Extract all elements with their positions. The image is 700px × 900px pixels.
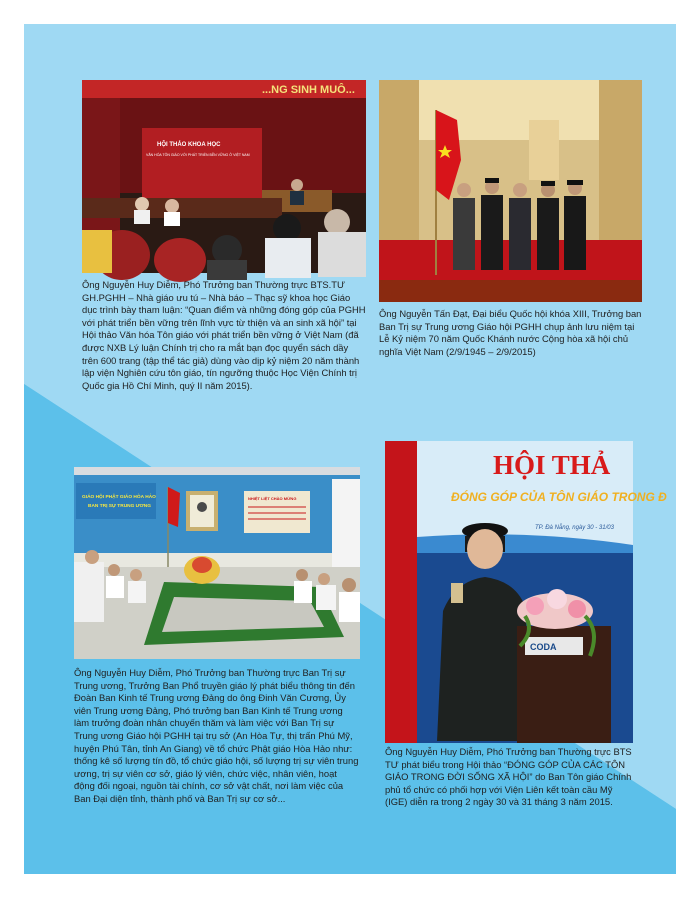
photo-2-caption: Ông Nguyễn Tấn Đạt, Đại biểu Quốc hội khóa XIII, Trưởng ban Ban Trị sự Trung ương Giáo hội PGHH chụp ảnh lưu niệm tại Lễ Kỷ niệm 70 năm Quốc Khánh nước Cộng hòa xã hội chủ nghĩa Việt Nam (2/9/1945 – 2/9/2015) [379,308,642,357]
banner-text: HỘI THẢO KHOA HỌC [157,142,221,148]
slogan-text: ...NG SINH MUÔ... [262,84,355,96]
page-background [24,24,676,874]
banner-subtext: VĂN HÓA TÔN GIÁO VỚI PHÁT TRIỂN BỀN VỮNG Ở VIỆT NAM [146,153,250,157]
event-banner-date: TP. Đà Nẵng, ngày 30 - 31/03 [535,525,614,531]
photo-3-caption: Ông Nguyễn Huy Diễm, Phó Trưởng ban Thường trực Ban Trị sự Trung ương, Trưởng Ban Phổ truyền giáo lý phát biểu thông tin đến Đoàn Ban Kinh tế Trung ương Đảng do ông Đinh Văn Cương, Ủy viên Trung ương Đảng, Phó trưởng ban Ban Kinh tế Trung ương làm trưởng đoàn nhân chuyến thăm và làm việc với Ban Trị sự Trung ương Giáo hội PGHH tại trụ sở (An Hòa Tự, thị trấn Phú Mỹ, huyện Phú Tân, tỉnh An Giang) về tổ chức Phật giáo Hòa Hảo như: thống kê số lượng tín đồ, tổ chức giáo hội, số lượng trị sự viên trung ương, trị sự viên cơ sở, giáo lý viên, chức việc, nhân viên, hoạt động đối ngoại, nguồn tài chính, cơ sở vật chất, nơi làm việc của Ban Đại diện tỉnh, thành phố và Ban Trị sự cơ sở... [74,667,359,804]
podium-logo: CODA [530,642,557,652]
event-banner-subtitle: ĐÓNG GÓP CỦA TÔN GIÁO TRONG Đ [451,490,667,504]
conference-hall-photo [82,80,366,273]
welcome-text: NHIỆT LIỆT CHÀO MỪNG [248,496,297,501]
group-photo-with-flag [379,80,642,302]
meeting-room-photo [74,467,360,659]
event-banner-title: HỘI THẢ [493,450,611,480]
banner-line-2: BAN TRỊ SỰ TRUNG ƯƠNG [88,504,151,509]
photo-1-caption: Ông Nguyễn Huy Diễm, Phó Trưởng ban Thường trực BTS.TƯ GH.PGHH – Nhà giáo ưu tú – Nhà báo – Thạc sỹ khoa học Giáo dục trình bày tham luận: “Quan điểm và những đóng góp của PGHH với phát triển bền vững trên lĩnh vực từ thiện và an sinh xã hội” tại Hội thảo Văn hóa Tôn giáo với phát triển bền vững ở Việt Nam (đã được NXB Lý luận Chính trị cho ra mắt bạn đọc quyển sách dầy trên 600 trang (tập thể tác giả) dùng vào dịp kỷ niệm 20 năm thành lập viện Nghiên cứu tôn giáo, tín ngưỡng thuộc Học Viện Chính trị Quốc gia Hồ Chí Minh, quý II năm 2015). [82,279,366,391]
photo-4-caption: Ông Nguyễn Huy Diễm, Phó Trưởng ban Thường trực BTS TƯ phát biểu trong Hội thảo “ĐÓNG GÓP CỦA CÁC TÔN GIÁO TRONG ĐỜI SỐNG XÃ HỘI” do Ban Tôn giáo Chính phủ tổ chức có phối hợp với Viện Liên kết toàn cầu Mỹ (IGE) diễn ra trong 2 ngày 30 và 31 tháng 3 năm 2015. [385,746,632,808]
podium-speaker-photo [385,441,667,743]
banner-line-1: GIÁO HỘI PHẬT GIÁO HÒA HẢO [82,495,156,500]
